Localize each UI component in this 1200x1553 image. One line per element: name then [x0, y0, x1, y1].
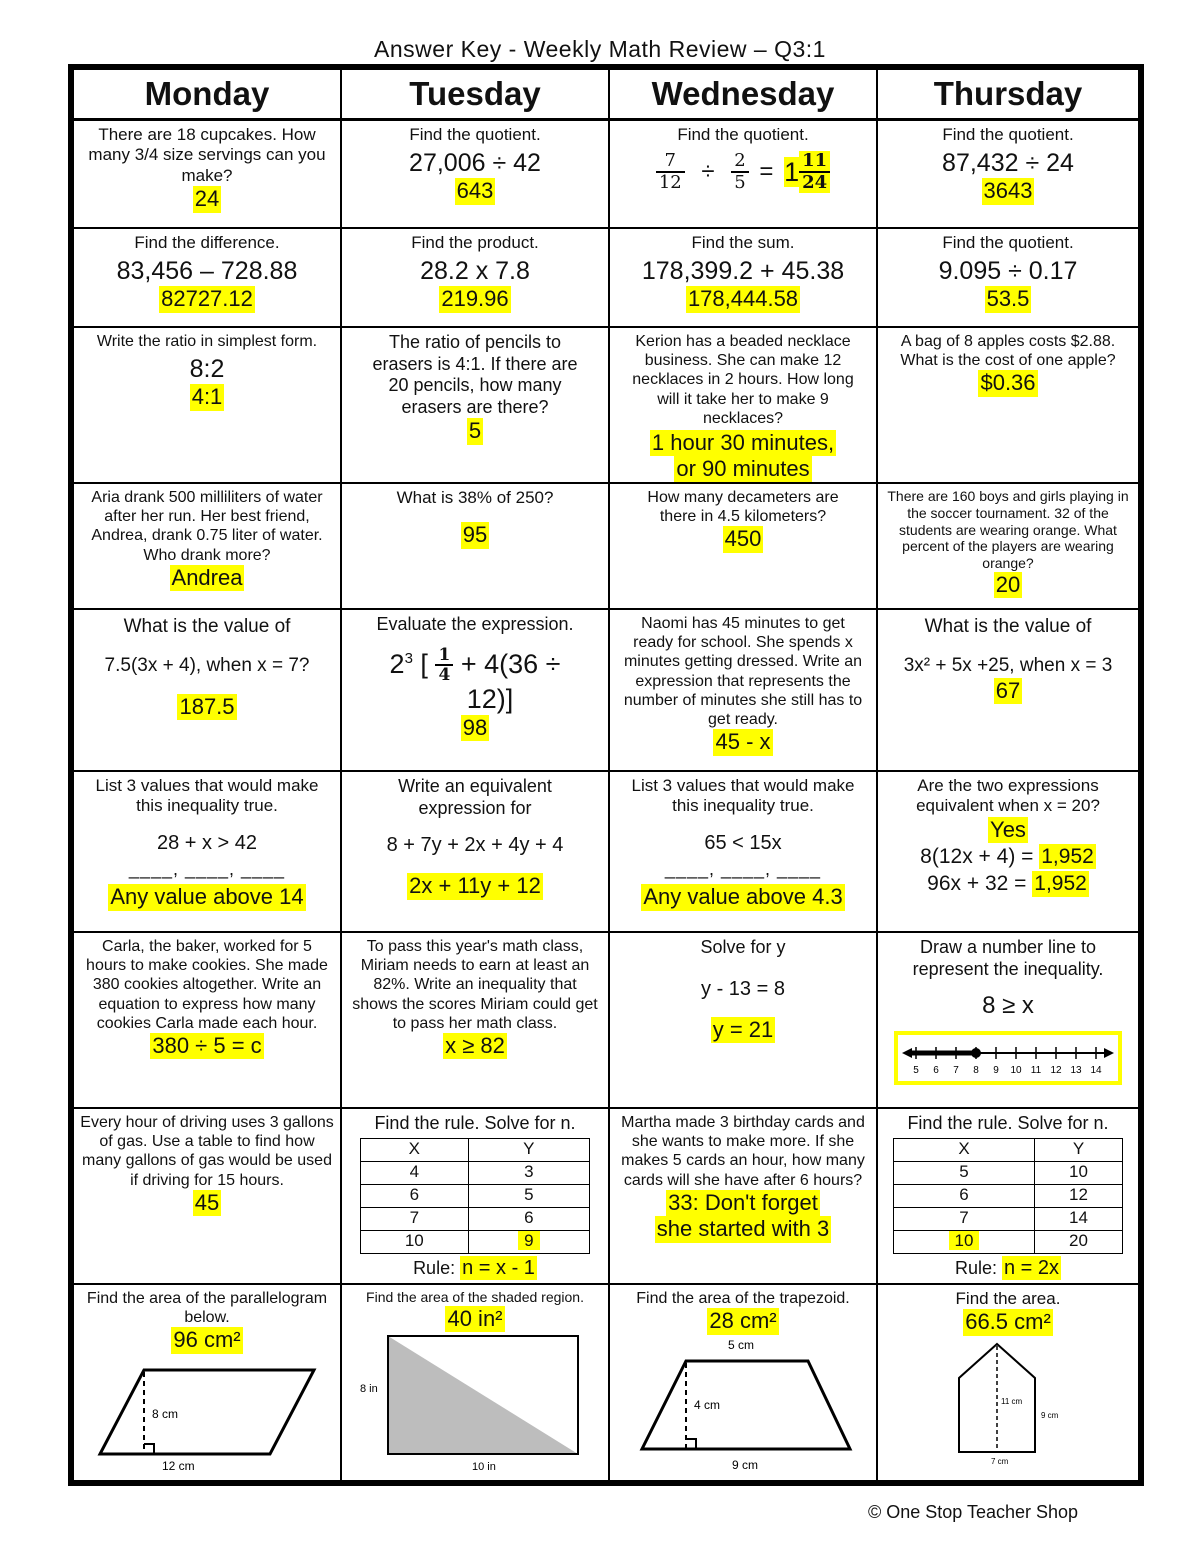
- question: Aria drank 500 milliliters of water after her run. Her best friend, Andrea, drank 0.75 liter of water. Who drank more?: [91, 489, 323, 564]
- question: Carla, the baker, worked for 5 hours to make cookies. She made 380 cookies altogether. Write an equation to express how many cookies Carla made each hour.: [86, 938, 328, 1032]
- cell-r9-thu: [878, 1285, 1138, 1483]
- question: Write the ratio in simplest form.: [96, 333, 318, 350]
- answer: 380 ÷ 5 = c: [152, 1032, 262, 1058]
- answer: 24: [194, 186, 220, 212]
- answer: 643: [456, 178, 494, 204]
- question: There are 18 cupcakes. How many 3/4 size servings can you make?: [88, 125, 326, 185]
- question: Find the area of the shaded region.: [366, 1289, 584, 1305]
- expression-2: 96x + 32 = 1,952: [927, 872, 1087, 896]
- question: Find the quotient.: [409, 125, 541, 144]
- question: To pass this year's math class, Miriam needs to earn at least an 82%. Write an inequality that shows the scores Miriam could get to pass her math class.: [352, 938, 598, 1032]
- cell-r5-thu: [878, 610, 1138, 772]
- answer-yes: Yes: [990, 816, 1026, 842]
- cell-r7-thu: [878, 933, 1138, 1109]
- question: Draw a number line to represent the inequality.: [912, 937, 1104, 979]
- number-line-label: 8: [973, 1064, 979, 1076]
- question: Find the area of the trapezoid.: [636, 1290, 850, 1307]
- answer-line-1: 33: Don't forget: [668, 1189, 818, 1215]
- question: A bag of 8 apples costs $2.88. What is the cost of one apple?: [900, 333, 1116, 370]
- answer: 45 - x: [715, 729, 771, 755]
- question: Find the rule. Solve for n.: [374, 1113, 576, 1133]
- pentagon-figure: [893, 1338, 1123, 1468]
- expression: 3x² + 5x +25, when x = 3: [903, 654, 1113, 676]
- header-thursday: Thursday: [878, 70, 1138, 121]
- question: Find the quotient.: [677, 125, 809, 144]
- expression: 7.5(3x + 4), when x = 7?: [104, 654, 310, 676]
- answer: 3643: [983, 178, 1033, 204]
- height-label: 11 cm: [1001, 1396, 1023, 1406]
- answer: 187.5: [179, 693, 235, 719]
- question: Find the area.: [955, 1289, 1061, 1308]
- cell-r9-tue: [342, 1285, 610, 1483]
- question: List 3 values that would make this inequality true.: [631, 776, 855, 816]
- question: The ratio of pencils to erasers is 4:1. If there are 20 pencils, how many erasers are there?: [372, 332, 578, 417]
- answer: Any value above 14: [110, 884, 304, 910]
- cell-r8-wed: [610, 1109, 878, 1285]
- cell-r3-mon: [74, 328, 342, 484]
- answer: 20: [995, 571, 1021, 597]
- cell-r8-thu: [878, 1109, 1138, 1285]
- parallelogram-figure: [92, 1360, 322, 1470]
- answer-whole: 1: [784, 156, 800, 187]
- cell-r7-mon: [74, 933, 342, 1109]
- number-line-label: 5: [913, 1064, 919, 1076]
- number-line-label: 13: [1070, 1064, 1082, 1076]
- question: What is the value of: [123, 616, 291, 637]
- question: Find the sum.: [691, 233, 795, 252]
- expression: $2^3$ [ $\frac{1}{4}$ + 4(36 ÷ 12)]: [389, 644, 561, 714]
- question: Find the rule. Solve for n.: [907, 1113, 1109, 1133]
- expression: 8:2: [189, 355, 225, 384]
- cell-r4-thu: [878, 484, 1138, 610]
- answer: 40 in²: [447, 1305, 503, 1331]
- question: What is the value of: [924, 616, 1092, 637]
- rule: Rule: n = 2x: [954, 1256, 1060, 1279]
- answer: 53.5: [986, 286, 1030, 312]
- cell-r4-tue: [342, 484, 610, 610]
- answer-line-1: 1 hour 30 minutes,: [651, 429, 835, 455]
- question: What is 38% of 250?: [396, 488, 554, 507]
- fraction-2: $\frac{2}{5}$: [731, 151, 748, 193]
- height-label: 8 in: [360, 1383, 378, 1396]
- answer: 219.96: [441, 286, 509, 312]
- header-tuesday: Tuesday: [342, 70, 610, 121]
- cell-r6-mon: [74, 772, 342, 933]
- answer: 5: [468, 418, 482, 444]
- base-label: 9 cm: [732, 1457, 759, 1472]
- answer: 45: [194, 1189, 220, 1215]
- cell-r2-mon: [74, 229, 342, 328]
- question: Evaluate the expression.: [376, 614, 574, 634]
- expression: 65 < 15x: [704, 831, 782, 854]
- answer: 178,444.58: [687, 286, 799, 312]
- question: Find the area of the parallelogram below.: [86, 1290, 328, 1327]
- number-line: [900, 1039, 1116, 1081]
- header-monday: Monday: [74, 70, 342, 121]
- question: There are 160 boys and girls playing in the soccer tournament. 32 of the students are wearing orange. What percent of the players are wearing orange?: [887, 488, 1129, 572]
- answer: 66.5 cm²: [965, 1309, 1051, 1335]
- number-line-label: 9: [993, 1064, 999, 1076]
- cell-r4-wed: [610, 484, 878, 610]
- question: Write an equivalent expression for: [398, 776, 552, 818]
- base-label: 10 in: [472, 1461, 496, 1473]
- cell-r5-tue: [342, 610, 610, 772]
- answer: 98: [462, 714, 488, 740]
- cell-r8-tue: [342, 1109, 610, 1285]
- cell-r4-mon: [74, 484, 342, 610]
- expression: 87,432 ÷ 24: [942, 149, 1074, 178]
- height-label: 8 cm: [152, 1406, 179, 1421]
- header-wednesday: Wednesday: [610, 70, 878, 121]
- cell-r6-thu: [878, 772, 1138, 933]
- answer: 4:1: [191, 384, 223, 410]
- cell-r3-wed: [610, 328, 878, 484]
- cell-r6-wed: [610, 772, 878, 933]
- answer: Any value above 4.3: [643, 884, 843, 910]
- side-label: 9 cm: [1041, 1410, 1059, 1420]
- cell-r2-wed: [610, 229, 878, 328]
- cell-r7-tue: [342, 933, 610, 1109]
- cell-r7-wed: [610, 933, 878, 1109]
- base-label: 12 cm: [162, 1458, 195, 1470]
- cell-r3-thu: [878, 328, 1138, 484]
- cell-r5-mon: [74, 610, 342, 772]
- page-title: Answer Key - Weekly Math Review – Q3:1: [374, 36, 826, 62]
- answer: x ≥ 82: [445, 1032, 505, 1058]
- answer: 96 cm²: [173, 1327, 241, 1353]
- cell-r8-mon: [74, 1109, 342, 1285]
- cell-r6-tue: [342, 772, 610, 933]
- equals-sign: =: [759, 157, 774, 185]
- number-line-label: 7: [953, 1064, 959, 1076]
- question: Are the two expressions equivalent when x = 20?: [916, 776, 1100, 816]
- top-label: 5 cm: [728, 1337, 755, 1352]
- blanks: ____, ____, ____: [128, 858, 286, 879]
- question: Find the quotient.: [942, 125, 1074, 144]
- expression: 9.095 ÷ 0.17: [938, 257, 1078, 286]
- number-line-label: 6: [933, 1064, 939, 1076]
- answer-fraction: $\frac{11}{24}$: [799, 151, 830, 193]
- answer: y = 21: [712, 1016, 774, 1042]
- footer-copyright: © One Stop Teacher Shop: [868, 1502, 1079, 1522]
- number-line-box: [894, 1031, 1122, 1085]
- question: List 3 values that would make this inequality true.: [95, 776, 319, 816]
- blanks: ____, ____, ____: [664, 858, 822, 879]
- question: Find the difference.: [134, 233, 280, 252]
- cell-r9-mon: [74, 1285, 342, 1483]
- cell-r1-tue: [342, 121, 610, 229]
- number-line-label: 12: [1050, 1064, 1062, 1076]
- answer: 2x + 11y + 12: [409, 873, 541, 899]
- question: Find the product.: [411, 233, 539, 252]
- expression: 178,399.2 + 45.38: [641, 257, 845, 286]
- answer: 450: [724, 526, 762, 552]
- divide-sign: ÷: [701, 157, 715, 185]
- expression: 27,006 ÷ 42: [409, 149, 541, 178]
- answer: 95: [462, 522, 488, 548]
- expression: 8 ≥ x: [982, 992, 1034, 1020]
- expression: y - 13 = 8: [701, 977, 785, 1000]
- fraction-1: $\frac{7}{12}$: [656, 151, 685, 193]
- answer: $0.36: [980, 370, 1036, 396]
- number-line-label: 14: [1090, 1064, 1102, 1076]
- answer: 28 cm²: [709, 1308, 777, 1334]
- answer: Andrea: [171, 564, 243, 590]
- number-line-label: 10: [1010, 1064, 1022, 1076]
- rule-table: X Y 4 3 6 5 7 6 10 9: [360, 1138, 590, 1254]
- shaded-rectangle-figure: [350, 1332, 600, 1472]
- question: Every hour of driving uses 3 gallons of gas. Use a table to find how many gallons of gas would be used if driving for 15 hours.: [80, 1114, 334, 1189]
- number-line-label: 11: [1030, 1064, 1042, 1076]
- cell-r1-wed: [610, 121, 878, 229]
- cell-r5-wed: [610, 610, 878, 772]
- answer: 82727.12: [161, 286, 253, 312]
- cell-r2-tue: [342, 229, 610, 328]
- answer-line-2: or 90 minutes: [676, 456, 810, 482]
- question: How many decameters are there in 4.5 kilometers?: [647, 489, 839, 526]
- expression: 83,456 – 728.88: [116, 257, 298, 286]
- answer: 67: [995, 677, 1021, 703]
- expression: 28 + x > 42: [156, 831, 258, 854]
- cell-r3-tue: [342, 328, 610, 484]
- question: Solve for y: [700, 937, 786, 957]
- question: Kerion has a beaded necklace business. She can make 12 necklaces in 2 hours. How long will it take her to make 9 necklaces?: [632, 333, 854, 427]
- rule: Rule: n = x - 1: [413, 1256, 535, 1279]
- question: Find the quotient.: [942, 233, 1074, 252]
- expression-1: 8(12x + 4) = 1,952: [920, 845, 1094, 869]
- rule-table: X Y 5 10 6 12 7 14 10 20: [893, 1138, 1123, 1254]
- cell-r9-wed: [610, 1285, 878, 1483]
- question: Martha made 3 birthday cards and she wants to make more. If she makes 5 cards an hour, how many cards will she have after 6 hours?: [621, 1114, 865, 1189]
- answer-line-2: she started with 3: [656, 1216, 830, 1242]
- trapezoid-figure: [628, 1335, 858, 1475]
- cell-r1-thu: [878, 121, 1138, 229]
- cell-r2-thu: [878, 229, 1138, 328]
- cell-r1-mon: [74, 121, 342, 229]
- height-label: 4 cm: [694, 1397, 721, 1412]
- expression: 8 + 7y + 2x + 4y + 4: [386, 834, 564, 857]
- base-label: 7 cm: [991, 1456, 1009, 1466]
- review-grid: [68, 64, 1144, 1486]
- question: Naomi has 45 minutes to get ready for school. She spends x minutes getting dressed. Write an expression that represents the number of minutes she still has to get ready.: [623, 615, 863, 728]
- expression: 28.2 x 7.8: [420, 257, 530, 286]
